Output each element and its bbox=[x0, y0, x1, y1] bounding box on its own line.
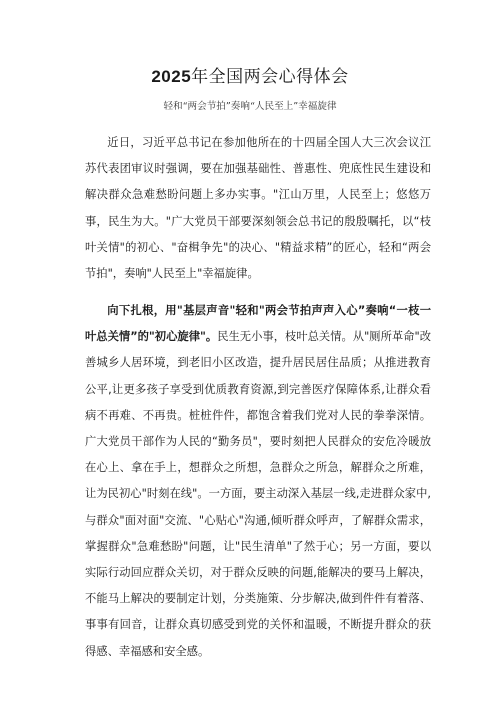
title-text: 年全国两会心得体会 bbox=[191, 67, 349, 87]
paragraph-1-text: 近日，习近平总书记在参加他所在的十四届全国人大三次会议江苏代表团审议时强调，要在加强基础性、普惠性、兜底性民生建设和解决群众急难愁盼问题上多办实事。"江山万里，人民至上；悠悠万事，民生为大。"广大党员干部要深刻领会总书记的殷殷嘱托，以“枝叶关情"的初心、"奋楫争先"的决心、"精益求精”的匠心，轻和“两会节拍"，奏响"人民至上"幸福旋律。 bbox=[85, 136, 431, 281]
document-subtitle: 轻和“两会节拍”奏响“人民至上”幸福旋律 bbox=[163, 101, 337, 112]
paragraph-2-heading: 向下扎根，用"基层声音"轻和"两会节拍声声入心”奏响“一枝一叶总关情”的"初心旋律"。 bbox=[85, 304, 431, 344]
paragraph-2 bbox=[85, 298, 431, 665]
paragraph-2-text: 民生无小事，枝叶总关情。从"厕所革命"改善城乡人居环境，到老旧小区改造，提升居民居住品质；从推进教育公平,让更多孩子享受到优质教育资源,到完善医疗保障体系,让群众看病不再难、不再贵。桩桩件件，都饱含着我们党对人民的拳拳深情。广大党员干部作为人民的“勤务员"，要时刻把人民群众的安危冷暖放在心上、拿在手上，想群众之所想，急群众之所急，解群众之所难，让为民初心"时刻在线"。一方面，要主动深入基层一线,走进群众家中,与群众"面对面"交流、"心贴心"沟通,倾听群众呼声，了解群众需求，掌握群众"急难愁盼"问题，让"民生清单"了然于心；另一方面，要以实际行动回应群众关切，对于群众反映的问题,能解决的要马上解决，不能马上解决的要制定计划，分类施策、分步解决,做到件件有着落、事事有回音，让群众真切感受到党的关怀和温暖，不断提升群众的获得感、幸福感和安全感。 bbox=[85, 330, 431, 658]
title-year: 2025 bbox=[151, 67, 192, 86]
paragraph-1 bbox=[85, 130, 431, 287]
document-title bbox=[0, 62, 500, 87]
